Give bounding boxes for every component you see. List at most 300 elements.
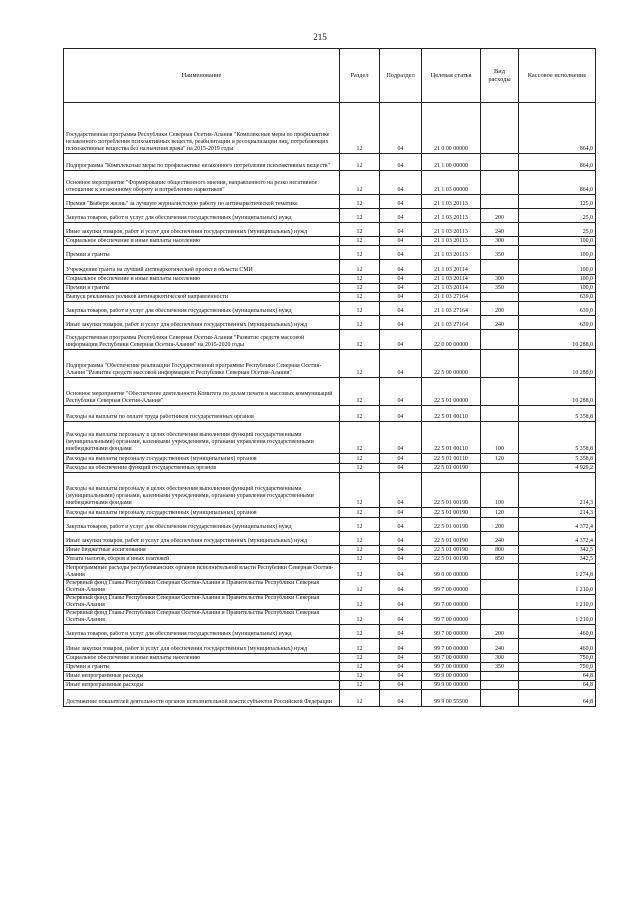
row-label: Иные закупки товаров, работ и услуг для обеспечения государственных (муниципальных) нужд: [66, 646, 308, 652]
cell-target: 21 1 03 00000: [422, 171, 481, 195]
table-row: [64, 195, 596, 209]
cell-name: [64, 681, 340, 690]
row-label: Расходы на выплаты персоналу в целях обеспечения выполнения функций государственными (муниципальными) органами, казенными учреждениями, органами управления государственными внебюджетными фондами: [66, 486, 314, 506]
table-row: [64, 260, 596, 275]
cell-name: [64, 464, 340, 473]
table-row: [64, 595, 596, 610]
row-label: Иные закупки товаров, работ и услуг для обеспечения государственных (муниципальных) нужд: [66, 229, 308, 235]
cell-name: [64, 171, 340, 195]
row-label: Закупка товаров, работ и услуг для обеспечения государственных (муниципальных) нужд: [66, 215, 292, 221]
cell-name: [64, 639, 340, 654]
cell-subsection: 04: [380, 103, 422, 154]
row-label: Расходы на выплаты персоналу в целях обеспечения выполнения функций государственными (муниципальными) органами, казенными учреждениями, органами управления государственными внебюджетными фондами: [66, 432, 314, 452]
cell-amount: 25,0: [519, 209, 596, 223]
cell-amount: 100,0: [519, 260, 596, 275]
cell-target: 22 5 00 00000: [422, 350, 481, 378]
cell-target: 99 9 00 00000: [422, 681, 481, 690]
cell-amount: 750,0: [519, 663, 596, 672]
cell-name: [64, 223, 340, 237]
row-label: Расходы на обеспечение функций государственных органов: [66, 465, 217, 471]
cell-expense-type: [481, 293, 519, 302]
cell-name: [64, 237, 340, 246]
cell-amount: 639,0: [519, 316, 596, 330]
cell-amount: 342,5: [519, 546, 596, 555]
cell-amount: 64,8: [519, 690, 596, 707]
table-row: [64, 350, 596, 378]
cell-subsection: 04: [380, 532, 422, 546]
cell-section: 12: [340, 406, 380, 422]
cell-expense-type: 800: [481, 546, 519, 555]
row-label: Подпрограмма "Комплексные меры по профилактике незаконного потребления психоактивных веществ": [66, 163, 330, 169]
cell-section: 12: [340, 672, 380, 681]
cell-section: 12: [340, 508, 380, 518]
cell-name: [64, 580, 340, 595]
table-row: [64, 639, 596, 654]
cell-target: 22 5 01 00110: [422, 422, 481, 454]
cell-subsection: 04: [380, 406, 422, 422]
cell-subsection: 04: [380, 293, 422, 302]
cell-section: 12: [340, 625, 380, 639]
cell-target: 22 5 01 00190: [422, 546, 481, 555]
cell-section: 12: [340, 246, 380, 260]
cell-name: [64, 546, 340, 555]
table-row: [64, 406, 596, 422]
cell-amount: 1 210,0: [519, 580, 596, 595]
cell-subsection: 04: [380, 625, 422, 639]
cell-subsection: 04: [380, 246, 422, 260]
cell-amount: 10 288,0: [519, 350, 596, 378]
cell-subsection: 04: [380, 639, 422, 654]
cell-target: 21 1 03 27164: [422, 302, 481, 316]
cell-target: 21 1 03 20113: [422, 246, 481, 260]
table-row: [64, 663, 596, 672]
cell-subsection: 04: [380, 546, 422, 555]
table-row: [64, 580, 596, 595]
cell-name: [64, 350, 340, 378]
budget-table: [63, 48, 596, 707]
cell-section: 12: [340, 378, 380, 406]
cell-subsection: 04: [380, 654, 422, 663]
table-row: [64, 284, 596, 293]
cell-amount: 342,5: [519, 555, 596, 564]
page-number: 215: [313, 32, 327, 42]
cell-name: [64, 625, 340, 639]
row-label: Государственная программа Республики Северная Осетия-Алания "Развитие средств массовой информации Республики Северная Осетия-Алания" на 2015-2020 годы: [66, 335, 305, 348]
row-label: Премия "Выбери жизнь" за лучшую журналистскую работу по антинаркотической тематике: [66, 201, 298, 207]
cell-target: 22 5 01 00190: [422, 464, 481, 473]
row-label: Социальное обеспечение и иные выплаты населению: [66, 276, 201, 282]
cell-section: 12: [340, 103, 380, 154]
cell-amount: 100,0: [519, 237, 596, 246]
cell-target: 21 1 03 27164: [422, 293, 481, 302]
cell-name: [64, 473, 340, 508]
row-label: Достижение показателей деятельности органов исполнительной власти субъектов Российской Федерации: [66, 699, 332, 705]
cell-section: 12: [340, 663, 380, 672]
row-label: Подпрограмма "Обеспечение реализации Государственной программы Республики Северная Осетия-Алания "Развитие средств массовой информации в Республике Северная Осетия-Алания": [66, 363, 322, 376]
table-row: [64, 293, 596, 302]
cell-name: [64, 564, 340, 580]
row-label: Иные закупки товаров, работ и услуг для обеспечения государственных (муниципальных) нужд: [66, 322, 308, 328]
cell-expense-type: [481, 103, 519, 154]
cell-amount: 864,0: [519, 103, 596, 154]
cell-target: 21 1 03 20114: [422, 260, 481, 275]
row-label: Расходы на выплаты персоналу государственных (муниципальных) органов: [66, 510, 257, 516]
cell-amount: 639,0: [519, 293, 596, 302]
cell-amount: 4 372,4: [519, 532, 596, 546]
cell-section: 12: [340, 454, 380, 464]
table-row: [64, 246, 596, 260]
cell-subsection: 04: [380, 422, 422, 454]
cell-expense-type: [481, 378, 519, 406]
cell-expense-type: 350: [481, 284, 519, 293]
cell-section: 12: [340, 237, 380, 246]
cell-subsection: 04: [380, 350, 422, 378]
cell-name: [64, 406, 340, 422]
cell-section: 12: [340, 546, 380, 555]
cell-name: [64, 154, 340, 171]
cell-section: 12: [340, 302, 380, 316]
cell-section: 12: [340, 260, 380, 275]
table-row: [64, 454, 596, 464]
table-row: [64, 654, 596, 663]
table-row: [64, 546, 596, 555]
cell-subsection: 04: [380, 473, 422, 508]
cell-amount: 1 210,0: [519, 595, 596, 610]
cell-subsection: 04: [380, 518, 422, 532]
cell-name: [64, 209, 340, 223]
cell-amount: 25,0: [519, 223, 596, 237]
cell-amount: 64,8: [519, 672, 596, 681]
cell-expense-type: 120: [481, 508, 519, 518]
cell-expense-type: [481, 564, 519, 580]
cell-expense-type: [481, 171, 519, 195]
cell-subsection: 04: [380, 672, 422, 681]
table-row: [64, 316, 596, 330]
cell-target: 99 9 00 55500: [422, 690, 481, 707]
table-row: [64, 508, 596, 518]
cell-expense-type: [481, 350, 519, 378]
cell-subsection: 04: [380, 302, 422, 316]
cell-name: [64, 555, 340, 564]
cell-amount: 1 210,0: [519, 610, 596, 625]
cell-section: 12: [340, 564, 380, 580]
cell-expense-type: 240: [481, 316, 519, 330]
cell-expense-type: 200: [481, 625, 519, 639]
cell-name: [64, 654, 340, 663]
cell-subsection: 04: [380, 595, 422, 610]
cell-name: [64, 260, 340, 275]
cell-target: 99 9 00 00000: [422, 672, 481, 681]
cell-expense-type: 200: [481, 518, 519, 532]
table-row: [64, 223, 596, 237]
cell-name: [64, 454, 340, 464]
table-row: [64, 464, 596, 473]
cell-target: 22 5 01 00190: [422, 532, 481, 546]
cell-target: 22 5 01 00000: [422, 378, 481, 406]
cell-section: 12: [340, 275, 380, 284]
cell-target: 22 5 01 00190: [422, 508, 481, 518]
cell-target: 99 7 00 00000: [422, 654, 481, 663]
cell-expense-type: [481, 595, 519, 610]
table-row: [64, 171, 596, 195]
row-label: Закупка товаров, работ и услуг для обеспечения государственных (муниципальных) нужд: [66, 631, 292, 637]
cell-expense-type: [481, 464, 519, 473]
row-label: Иные непрограммные расходы: [66, 682, 144, 688]
row-label: Закупка товаров, работ и услуг для обеспечения государственных (муниципальных) нужд: [66, 308, 292, 314]
row-label: Выпуск рекламных роликов антинаркотической направленности: [66, 294, 229, 300]
cell-subsection: 04: [380, 690, 422, 707]
cell-target: 99 0 00 00000: [422, 564, 481, 580]
cell-section: 12: [340, 654, 380, 663]
cell-expense-type: 300: [481, 654, 519, 663]
cell-amount: 100,0: [519, 246, 596, 260]
cell-expense-type: 350: [481, 246, 519, 260]
cell-target: 21 1 03 20113: [422, 237, 481, 246]
cell-subsection: 04: [380, 508, 422, 518]
cell-section: 12: [340, 195, 380, 209]
cell-name: [64, 672, 340, 681]
cell-expense-type: [481, 580, 519, 595]
cell-name: [64, 663, 340, 672]
cell-name: [64, 275, 340, 284]
cell-target: 21 1 03 27164: [422, 316, 481, 330]
cell-expense-type: 240: [481, 223, 519, 237]
cell-name: [64, 246, 340, 260]
cell-expense-type: [481, 154, 519, 171]
cell-subsection: 04: [380, 564, 422, 580]
cell-amount: 5 358,8: [519, 406, 596, 422]
cell-amount: 10 288,0: [519, 378, 596, 406]
cell-name: [64, 293, 340, 302]
cell-name: [64, 518, 340, 532]
cell-name: [64, 103, 340, 154]
cell-subsection: 04: [380, 330, 422, 350]
cell-subsection: 04: [380, 580, 422, 595]
cell-amount: 214,3: [519, 473, 596, 508]
cell-expense-type: 100: [481, 422, 519, 454]
cell-section: 12: [340, 223, 380, 237]
cell-expense-type: [481, 330, 519, 350]
cell-target: 21 1 03 20113: [422, 195, 481, 209]
row-label: Иные закупки товаров, работ и услуг для обеспечения государственных (муниципальных) нужд: [66, 538, 308, 544]
cell-name: [64, 316, 340, 330]
cell-target: 99 7 00 00000: [422, 625, 481, 639]
cell-target: 99 7 00 00000: [422, 663, 481, 672]
cell-subsection: 04: [380, 154, 422, 171]
cell-expense-type: [481, 195, 519, 209]
cell-expense-type: 100: [481, 473, 519, 508]
row-label: Расходы на выплаты персоналу государственных (муниципальных) органов: [66, 456, 257, 462]
cell-target: 22 0 00 00000: [422, 330, 481, 350]
row-label: Иные непрограммные расходы: [66, 673, 144, 679]
cell-subsection: 04: [380, 464, 422, 473]
cell-expense-type: 200: [481, 209, 519, 223]
table-row: [64, 330, 596, 350]
table-row: [64, 690, 596, 707]
cell-target: 22 5 01 00190: [422, 555, 481, 564]
cell-name: [64, 690, 340, 707]
cell-section: 12: [340, 284, 380, 293]
cell-name: [64, 330, 340, 350]
cell-subsection: 04: [380, 171, 422, 195]
row-label: Резервный фонд Главы Республики Северная Осетия-Алания и Правительства Республики Северная Осетия-Алания: [66, 580, 320, 593]
cell-name: [64, 302, 340, 316]
cell-name: [64, 422, 340, 454]
cell-target: 21 0 00 00000: [422, 103, 481, 154]
cell-amount: 100,0: [519, 275, 596, 284]
cell-expense-type: 850: [481, 555, 519, 564]
cell-amount: 125,0: [519, 195, 596, 209]
cell-section: 12: [340, 532, 380, 546]
cell-amount: 5 358,8: [519, 422, 596, 454]
cell-amount: 4 929,2: [519, 464, 596, 473]
cell-name: [64, 532, 340, 546]
cell-subsection: 04: [380, 284, 422, 293]
row-label: Государственная программа Республики Северная Осетия-Алания "Комплексные меры по профилактике незаконного потребления психоактивных веществ, реабилитации и ресоциализации лиц, потребляющих психоактивные вещества без назначения врача" на 2015-2019 годы: [66, 132, 330, 152]
cell-amount: 1 274,8: [519, 564, 596, 580]
table-row: [64, 422, 596, 454]
table-row: [64, 275, 596, 284]
cell-target: 22 5 01 00110: [422, 454, 481, 464]
cell-section: 12: [340, 639, 380, 654]
cell-expense-type: [481, 610, 519, 625]
cell-target: 21 1 00 00000: [422, 154, 481, 171]
cell-name: [64, 610, 340, 625]
table-row: [64, 532, 596, 546]
cell-amount: 460,0: [519, 625, 596, 639]
cell-section: 12: [340, 316, 380, 330]
cell-section: 12: [340, 690, 380, 707]
cell-section: 12: [340, 518, 380, 532]
table-row: [64, 154, 596, 171]
cell-subsection: 04: [380, 610, 422, 625]
cell-subsection: 04: [380, 223, 422, 237]
cell-amount: 10 288,0: [519, 330, 596, 350]
cell-subsection: 04: [380, 378, 422, 406]
cell-expense-type: 350: [481, 663, 519, 672]
table-row: [64, 625, 596, 639]
row-label: Резервный фонд Главы Республики Северная Осетия-Алания и Правительства Республики Северная Осетия-Алания: [66, 610, 320, 623]
cell-expense-type: [481, 690, 519, 707]
row-label: Премии и гранты: [66, 252, 110, 258]
row-label: Основное мероприятие "Формирование общественного мнения, направленного на резко негативное отношение к незаконному обороту и потреблению наркотиков": [66, 180, 318, 193]
cell-subsection: 04: [380, 681, 422, 690]
cell-subsection: 04: [380, 195, 422, 209]
cell-subsection: 04: [380, 275, 422, 284]
cell-amount: 64,8: [519, 681, 596, 690]
table-row: [64, 302, 596, 316]
cell-target: 99 7 00 00000: [422, 580, 481, 595]
table-row: [64, 237, 596, 246]
cell-section: 12: [340, 350, 380, 378]
row-label: Учреждение гранта на лучший антинаркотический проект в области СМИ: [66, 267, 253, 273]
cell-expense-type: 300: [481, 275, 519, 284]
cell-section: 12: [340, 681, 380, 690]
cell-subsection: 04: [380, 663, 422, 672]
table-row: [64, 610, 596, 625]
table-row: [64, 378, 596, 406]
cell-target: 99 7 00 00000: [422, 610, 481, 625]
cell-section: 12: [340, 422, 380, 454]
cell-target: 99 7 00 00000: [422, 595, 481, 610]
cell-subsection: 04: [380, 209, 422, 223]
cell-subsection: 04: [380, 237, 422, 246]
table-row: [64, 564, 596, 580]
cell-target: 21 1 03 20113: [422, 209, 481, 223]
cell-name: [64, 508, 340, 518]
row-label: Непрограммные расходы республиканских органов исполнительной власти Республики Северная Осетия-Алания: [66, 565, 334, 578]
row-label: Расходы на выплаты по оплате труда работников государственных органов: [66, 414, 254, 420]
cell-expense-type: 240: [481, 532, 519, 546]
cell-subsection: 04: [380, 316, 422, 330]
cell-expense-type: 120: [481, 454, 519, 464]
cell-amount: 639,0: [519, 302, 596, 316]
cell-section: 12: [340, 555, 380, 564]
row-label: Основное мероприятие "Обеспечение деятельности Комитета по делам печати и массовых коммуникаций Республики Северная Осетия-Алания": [66, 391, 333, 404]
cell-expense-type: [481, 260, 519, 275]
row-label: Премии и гранты: [66, 664, 110, 670]
cell-expense-type: [481, 681, 519, 690]
cell-target: 22 5 01 00190: [422, 518, 481, 532]
column-header-target: Целевая статья: [422, 49, 481, 103]
cell-section: 12: [340, 595, 380, 610]
table-row: [64, 681, 596, 690]
cell-expense-type: 200: [481, 302, 519, 316]
row-label: Уплата налогов, сборов и иных платежей: [66, 556, 170, 562]
row-label: Закупка товаров, работ и услуг для обеспечения государственных (муниципальных) нужд: [66, 524, 292, 530]
cell-amount: 214,3: [519, 508, 596, 518]
cell-subsection: 04: [380, 454, 422, 464]
cell-target: 99 7 00 00000: [422, 639, 481, 654]
row-label: Социальное обеспечение и иные выплаты населению: [66, 655, 201, 661]
column-header-subsection: Подраздел: [380, 49, 422, 103]
cell-amount: 4 372,4: [519, 518, 596, 532]
cell-section: 12: [340, 154, 380, 171]
cell-subsection: 04: [380, 260, 422, 275]
cell-section: 12: [340, 473, 380, 508]
row-label: Резервный фонд Главы Республики Северная Осетия-Алания и Правительства Республики Северная Осетия-Алания: [66, 595, 320, 608]
column-header-name: Наименование: [64, 49, 340, 103]
table-row: [64, 555, 596, 564]
table-header-row: [64, 49, 596, 103]
cell-section: 12: [340, 580, 380, 595]
table-row: [64, 518, 596, 532]
column-header-section: Раздел: [340, 49, 380, 103]
row-label: Иные бюджетные ассигнования: [66, 547, 146, 553]
cell-amount: 864,0: [519, 171, 596, 195]
cell-amount: 100,0: [519, 284, 596, 293]
cell-subsection: 04: [380, 555, 422, 564]
cell-amount: 5 358,8: [519, 454, 596, 464]
column-header-expense-type: Вид расходы: [481, 49, 519, 103]
cell-target: 21 1 03 20114: [422, 275, 481, 284]
cell-expense-type: 300: [481, 237, 519, 246]
cell-expense-type: [481, 406, 519, 422]
cell-amount: 460,0: [519, 639, 596, 654]
table-body: [64, 103, 596, 707]
cell-target: 21 1 03 20114: [422, 284, 481, 293]
table-row: [64, 209, 596, 223]
cell-section: 12: [340, 330, 380, 350]
table-row: [64, 672, 596, 681]
cell-target: 21 1 03 20113: [422, 223, 481, 237]
cell-target: 22 5 01 00190: [422, 473, 481, 508]
cell-target: 22 5 01 00110: [422, 406, 481, 422]
cell-section: 12: [340, 610, 380, 625]
cell-section: 12: [340, 209, 380, 223]
row-label: Социальное обеспечение и иные выплаты населению: [66, 238, 201, 244]
cell-section: 12: [340, 464, 380, 473]
